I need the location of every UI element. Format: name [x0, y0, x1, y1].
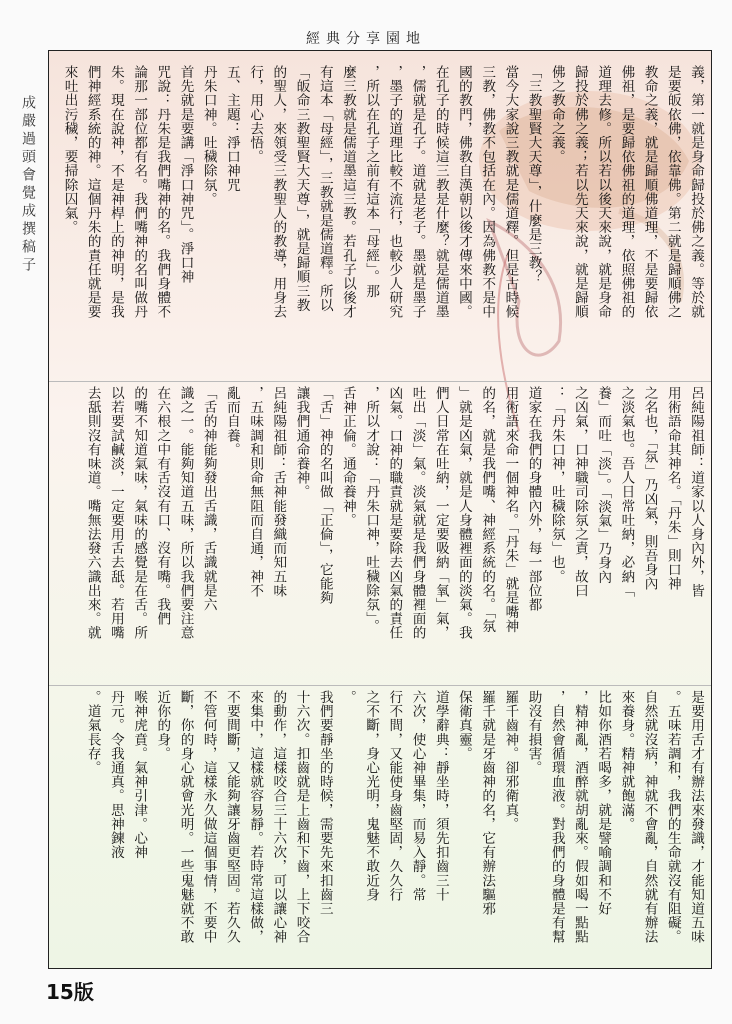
- row-3-text: 是要用舌才有辦法來發識，才能知道五味 。五味若調和，我們的生命就沒有阻礙。 自然就沒病，神就不會亂，自然就有辦法 來養身。精神就飽滿。 比如你酒若喝多，就是譬喻調和不好 ，精神亂，酒醉就胡亂來。假如喝一點點 ，自然會循環血液。對我們的身體是有幫 助沒有損害。 羅千齒神。卻邪衛真。 羅千就是牙齒神的名，它有辦法驅邪 保衛真靈。 道學辭典：靜坐時，須先扣齒三十 六次，使心神畢集，而易入靜。常 行不間，又能使身齒堅固，久久行 之不斷，身心光明，鬼魅不敢近身 。 我們要靜坐的時候，需要先來扣齒三 十六次。扣齒就是上齒和下齒，上下咬合 的動作，這樣咬合三十六次，可以讓心神 來集中，這樣就容易靜。若時常這樣做， 不要間斷，又能夠讓牙齒更堅固。若久久 不管何時，這樣永久做這個事情，不要中 斷，你的身心就會光明。一些鬼魅就不敢 近你的身。 喉神虎賁。氣神引津。心神 丹元。令我通真。思神鍊液 。道氣長存。: [84, 690, 704, 944]
- article-frame: [48, 50, 712, 969]
- row-3: [49, 685, 711, 966]
- row-1: [49, 61, 711, 377]
- page-header: 經典分享園地: [306, 31, 426, 47]
- row-1-text: 義，第一就是身命歸投於佛之義。等於就 是要皈依佛，依靠佛。第二就是歸順佛之 教命之義，就是歸順佛道理，不是要歸依 佛祖，是要歸依佛祖的道理，依照佛祖的 道理去修。所以若以後天來說，就是身命 歸投於佛之義；若以先天來說，就是歸順 佛之教命之義。 「三教聖賢大天尊」，什麼是三教？ 當今大家說三教就是儒道釋。但是古時候 三教，佛教不包括在內。因為佛教不是中 國的教門，佛教自漢朝以後才傳來中國。 在孔子的時候這三教是什麼？就是儒道墨 ，儒就是孔子。道就是老子。墨就是墨子 ，墨子的道理比較不流行，也較少人研究 ，所以在孔子之前有這本「母經」。那 麼三教就是儒道墨這三教。若孔子以後才 有這本「母經」，三教就是儒道釋。所以 「皈命三教聖賢大天尊」，就是歸順三教 的聖人，來領受三教聖人的教導，用身去 行，用心去悟。 五、主題：淨口神咒 丹朱口神。吐穢除氛。 首先就是要講「淨口神咒」。淨口神 咒說：丹朱是我們嘴神的名。我們身體不 論那一部位都有名。我們嘴神的名叫做丹 朱。現在說神，不是神桿上的神明，是我 們神經系統的神。這個丹朱的責任就是要 來吐出污穢，要掃除囚氣。: [61, 65, 704, 319]
- row-2: [49, 381, 711, 682]
- page-number: 15版: [46, 980, 94, 1004]
- author-byline: 成嚴過頭會覺成撰稿子: [20, 95, 36, 275]
- row-2-text: 呂純陽祖師：道家以人身內外，皆 用術語命其神名。「丹朱」則口神 之名也，「氛」乃凶氣，則吾身內 之淡氣也。吾人日常吐納，必納「 養」而吐「淡」。「淡氣」乃身內 之凶氣，口神職司除氛之責，故曰 ：「丹朱口神，吐穢除氛」也。 道家在我們的身體內外，每一部位都 用術語來命一個神名。「丹朱」就是嘴神 的名，就是我們嘴、神經系統的名。「氛 」就是凶氣，就是人身體裡面的淡氣。我 們人日常在吐納，一定要吸納「氧」氣， 吐出「淡」氣。淡氣就是我們身體裡面的 凶氣。口神的職責就是要除去凶氣的責任 ，所以才說：「丹朱口神，吐穢除氛」。 舌神正倫。通命養神。 「舌」神的名叫做「正倫」，它能夠 讓我們通命養神。 呂純陽祖師：舌神能發織而知五味 ，五味調和則命無阻而自通，神不 亂而自養。 「舌的神能夠發出舌識，舌識就是六 識之一。能夠知道五味，所以我們要注意 在六根之中有舌沒有口、沒有嘴。我們 的嘴不知道氣味，氣味的感覺是在舌。所 以若要試鹹淡，一定要用舌去舐。若用嘴 去舐則沒有味道。嘴無法發六識出來。就: [84, 386, 704, 640]
